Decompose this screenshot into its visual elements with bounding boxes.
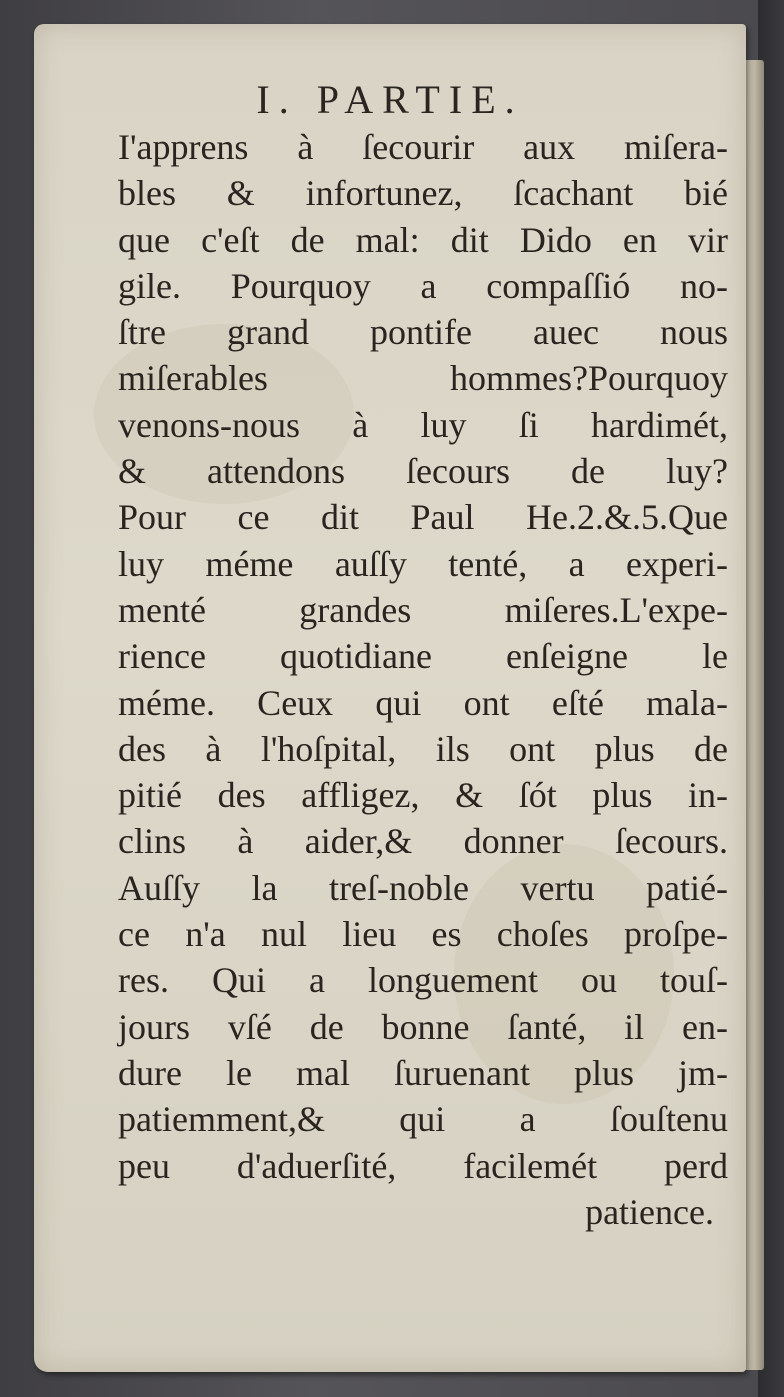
text-line: gile. Pourquoy a compaſſió no- — [118, 265, 728, 306]
text-line: res. Qui a longuement ou touſ- — [118, 960, 728, 1001]
text-line-final: patience. — [585, 1191, 714, 1232]
text-line: pitié des affligez, & ſót plus in- — [118, 775, 728, 816]
text-line: patiemment,& qui a ſouſtenu — [118, 1099, 728, 1140]
text-line: bles & infortunez, ſcachant bié — [118, 173, 728, 214]
text-line: que c'eſt de mal: dit Dido en vir — [118, 219, 728, 260]
text-line: Pour ce dit Paul He.2.&.5.Que — [118, 497, 728, 538]
text-line: ce n'a nul lieu es choſes proſpe- — [118, 914, 728, 955]
running-header: I. PARTIE. — [256, 77, 524, 122]
page-body-text — [118, 124, 728, 1235]
text-line: miſerables hommes?Pourquoy — [118, 358, 728, 399]
text-line: Auſſy la treſ-noble vertu patié- — [118, 867, 728, 908]
text-line: & attendons ſecours de luy? — [118, 451, 728, 492]
text-line: rience quotidiane enſeigne le — [118, 636, 728, 677]
text-line: des à l'hoſpital, ils ont plus de — [118, 728, 728, 769]
text-line: I'apprens à ſecourir aux miſera- — [118, 127, 728, 167]
text-line: jours vſé de bonne ſanté, il en- — [118, 1006, 728, 1047]
text-line: ſtre grand pontife auec nous — [118, 312, 728, 353]
text-line: peu d'aduerſité, facilemét perd — [118, 1145, 728, 1186]
text-line: luy méme auſſy tenté, a experi- — [118, 543, 728, 584]
text-line: venons-nous à luy ſi hardimét, — [118, 404, 728, 445]
text-line: dure le mal ſuruenant plus jm- — [118, 1052, 728, 1093]
text-line: méme. Ceux qui ont eſté mala- — [118, 682, 728, 723]
text-line: menté grandes miſeres.L'expe- — [118, 589, 728, 630]
text-line: clins à aider,& donner ſecours. — [118, 821, 728, 862]
